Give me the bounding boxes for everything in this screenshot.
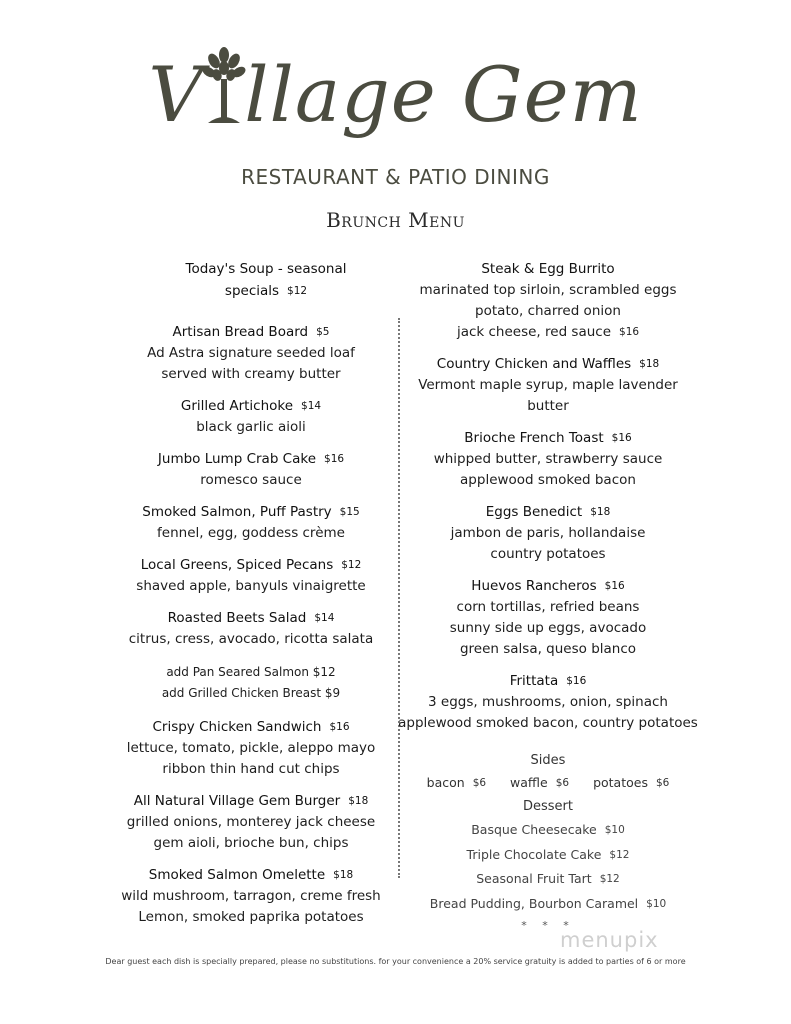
item-price: $12 bbox=[341, 559, 362, 571]
item-desc: wild mushroom, tarragon, creme fresh bbox=[121, 888, 381, 904]
item-name: Jumbo Lump Crab Cake bbox=[157, 451, 317, 467]
item-desc: marinated top sirloin, scrambled eggs bbox=[419, 282, 677, 298]
item-desc: ribbon thin hand cut chips bbox=[162, 761, 340, 777]
menu-item-soup bbox=[145, 258, 387, 302]
restaurant-subtitle: RESTAURANT & PATIO DINING bbox=[241, 165, 550, 189]
item-price: $16 bbox=[566, 675, 587, 687]
dessert-section bbox=[398, 796, 698, 936]
dessert-price: $10 bbox=[604, 824, 625, 836]
dessert-item bbox=[398, 843, 698, 868]
addon-line: add Pan Seared Salmon $12 bbox=[166, 665, 336, 679]
dessert-title: Dessert bbox=[523, 799, 573, 814]
menu-item-bread-board bbox=[115, 321, 387, 385]
item-desc: gem aioli, brioche bun, chips bbox=[153, 835, 349, 851]
sides-title: Sides bbox=[530, 753, 566, 768]
item-price: $16 bbox=[619, 326, 640, 338]
item-name: Roasted Beets Salad bbox=[167, 610, 307, 626]
item-price: $15 bbox=[339, 506, 360, 518]
item-desc: corn tortillas, refried beans bbox=[456, 599, 640, 615]
item-desc: romesco sauce bbox=[200, 472, 302, 488]
menu-item-salmon-pastry bbox=[115, 501, 387, 544]
menu-item-huevos-rancheros bbox=[398, 575, 698, 660]
item-price: $16 bbox=[329, 721, 350, 733]
menu-item-eggs-benedict bbox=[398, 501, 698, 565]
side-name: waffle bbox=[510, 775, 548, 790]
dessert-name: Seasonal Fruit Tart bbox=[476, 871, 592, 886]
tree-icon bbox=[202, 41, 246, 127]
item-name: Today's Soup bbox=[185, 261, 274, 277]
item-name: Smoked Salmon, Puff Pastry bbox=[142, 504, 332, 520]
item-name: Huevos Rancheros bbox=[471, 578, 597, 594]
sides-section bbox=[398, 750, 698, 794]
item-name: Eggs Benedict bbox=[485, 504, 583, 520]
side-price: $6 bbox=[472, 777, 487, 789]
item-desc: fennel, egg, goddess crème bbox=[157, 525, 345, 541]
item-desc: applewood smoked bacon bbox=[460, 472, 636, 488]
dessert-item bbox=[398, 892, 698, 917]
item-price: $14 bbox=[301, 400, 322, 412]
item-price: $18 bbox=[348, 795, 369, 807]
dessert-item bbox=[398, 867, 698, 892]
side-item bbox=[427, 775, 486, 790]
menu-item-burger bbox=[115, 790, 387, 854]
menu-item-local-greens bbox=[115, 554, 387, 597]
item-price: $16 bbox=[324, 453, 345, 465]
item-desc: black garlic aioli bbox=[196, 419, 306, 435]
item-desc: Vermont maple syrup, maple lavender butter bbox=[418, 377, 678, 414]
item-desc: shaved apple, banyuls vinaigrette bbox=[136, 578, 366, 594]
item-desc: grilled onions, monterey jack cheese bbox=[126, 814, 376, 830]
item-name: Local Greens, Spiced Pecans bbox=[140, 557, 334, 573]
item-price: $12 bbox=[287, 285, 308, 297]
item-name: Crispy Chicken Sandwich bbox=[152, 719, 322, 735]
item-price: $14 bbox=[314, 612, 335, 624]
item-price: $5 bbox=[316, 326, 330, 338]
item-name: Steak & Egg Burrito bbox=[481, 261, 615, 277]
item-desc: green salsa, queso blanco bbox=[459, 641, 637, 657]
menupix-watermark: menupix bbox=[560, 928, 659, 952]
item-name: All Natural Village Gem Burger bbox=[133, 793, 341, 809]
item-desc: - seasonal specials bbox=[224, 261, 347, 299]
item-name: Brioche French Toast bbox=[464, 430, 604, 446]
side-price: $6 bbox=[555, 777, 570, 789]
dessert-price: $12 bbox=[599, 873, 620, 885]
dessert-price: $10 bbox=[646, 897, 667, 910]
item-desc: 3 eggs, mushrooms, onion, spinach bbox=[428, 694, 668, 710]
restaurant-logo bbox=[0, 40, 791, 150]
menu-item-chicken-sandwich bbox=[115, 716, 387, 780]
item-price: $18 bbox=[639, 358, 660, 370]
item-desc: served with creamy butter bbox=[161, 366, 341, 382]
side-item bbox=[593, 775, 669, 790]
dessert-name: Triple Chocolate Cake bbox=[466, 846, 602, 862]
salad-addons bbox=[115, 662, 387, 704]
item-name: Grilled Artichoke bbox=[180, 398, 294, 414]
item-desc: lettuce, tomato, pickle, aleppo mayo bbox=[126, 740, 376, 756]
right-menu-column bbox=[398, 258, 698, 936]
menu-item-chicken-waffles bbox=[398, 353, 698, 417]
logo-text-end: llage Gem bbox=[244, 50, 643, 139]
item-name: Country Chicken and Waffles bbox=[436, 356, 632, 372]
dessert-name: Bread Pudding, Bourbon Caramel bbox=[429, 895, 639, 911]
side-price: $6 bbox=[655, 777, 670, 789]
item-price: $16 bbox=[604, 580, 625, 592]
menu-item-artichoke bbox=[115, 395, 387, 438]
menu-title: Brunch Menu bbox=[326, 208, 465, 232]
item-desc: citrus, cress, avocado, ricotta salata bbox=[128, 631, 374, 647]
dessert-name: Basque Cheesecake bbox=[471, 822, 597, 837]
addon-line: add Grilled Chicken Breast $9 bbox=[161, 686, 341, 700]
item-desc: potato, charred onion bbox=[475, 303, 621, 319]
item-price: $16 bbox=[611, 432, 632, 444]
item-desc: applewood smoked bacon, country potatoes bbox=[398, 715, 698, 731]
left-menu-column bbox=[115, 258, 387, 928]
logo-text-start: V bbox=[148, 50, 205, 139]
side-item bbox=[510, 775, 569, 790]
item-desc: country potatoes bbox=[490, 546, 606, 562]
item-desc: jambon de paris, hollandaise bbox=[450, 525, 646, 541]
menu-item-omelette bbox=[115, 864, 387, 928]
item-desc: Ad Astra signature seeded loaf bbox=[147, 345, 355, 361]
menu-item-frittata bbox=[398, 670, 698, 734]
side-name: bacon bbox=[426, 775, 465, 790]
footer-note: Dear guest each dish is specially prepared, please no substitutions. for your convenience a 20% service gratuity is added to parties of 6 or more bbox=[105, 957, 686, 966]
dessert-price: $12 bbox=[609, 848, 630, 861]
item-name: Smoked Salmon Omelette bbox=[148, 867, 326, 883]
dessert-item bbox=[398, 818, 698, 843]
decorative-stars: * * * bbox=[521, 919, 575, 932]
menu-item-burrito bbox=[398, 258, 698, 343]
sides-row bbox=[398, 772, 698, 794]
item-desc: jack cheese, red sauce bbox=[456, 324, 612, 340]
side-name: potatoes bbox=[593, 775, 648, 790]
item-name: Artisan Bread Board bbox=[172, 324, 309, 340]
item-name: Frittata bbox=[509, 673, 559, 689]
item-desc: Lemon, smoked paprika potatoes bbox=[138, 909, 364, 925]
item-price: $18 bbox=[590, 506, 611, 518]
item-price: $18 bbox=[333, 869, 354, 881]
menu-item-french-toast bbox=[398, 427, 698, 491]
menu-item-beets-salad bbox=[115, 607, 387, 650]
item-desc: whipped butter, strawberry sauce bbox=[433, 451, 663, 467]
menu-item-crab-cake bbox=[115, 448, 387, 491]
item-desc: sunny side up eggs, avocado bbox=[449, 620, 647, 636]
